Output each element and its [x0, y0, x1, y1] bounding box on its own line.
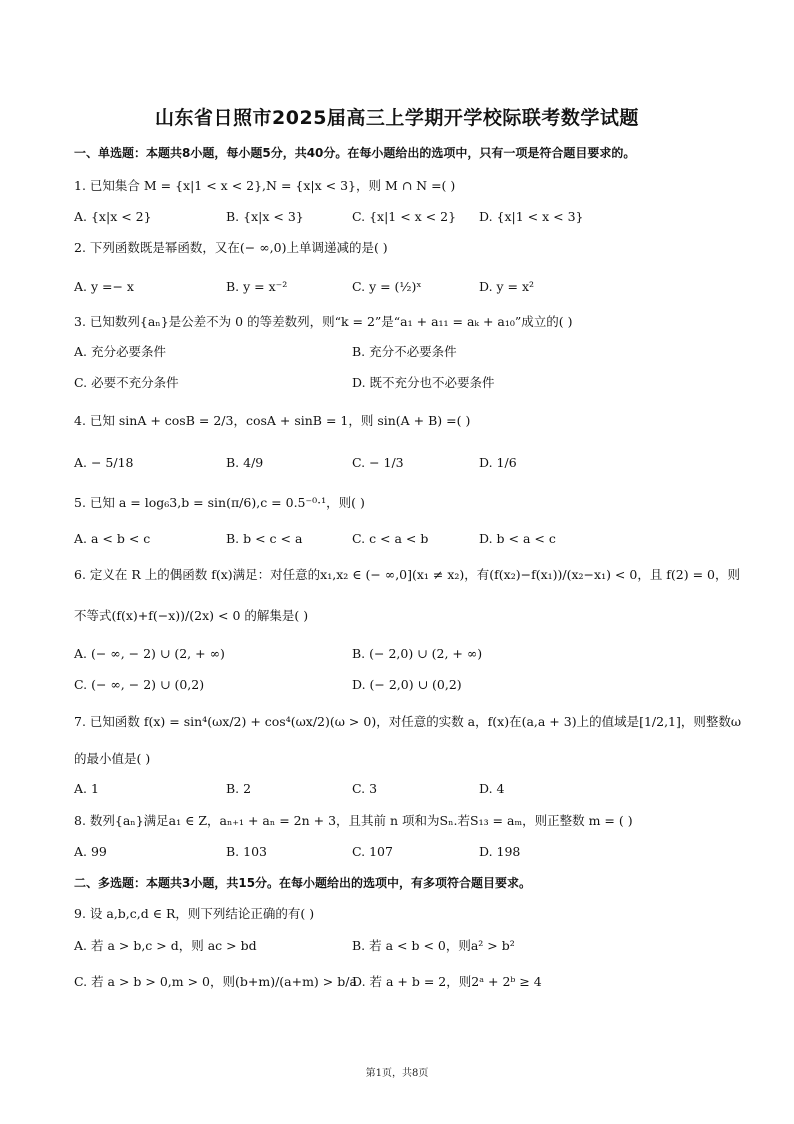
q3-option-d: D. 既不充分也不必要条件 — [352, 375, 495, 390]
q3-option-c: C. 必要不充分条件 — [74, 375, 179, 390]
q3-option-a: A. 充分必要条件 — [74, 344, 166, 359]
q1-option-a: A. {x|x < 2} — [74, 209, 152, 224]
q1-option-b: B. {x|x < 3} — [226, 209, 304, 224]
section-multiple-choice: 二、多选题：本题共3小题，共15分。在每小题给出的选项中，有多项符合题目要求。 — [74, 876, 532, 890]
q6-option-b: B. (− 2,0) ∪ (2, + ∞) — [352, 646, 483, 661]
q8-option-c: C. 107 — [352, 844, 393, 859]
q4-option-a: A. − 5/18 — [74, 455, 134, 470]
question-2-stem: 2. 下列函数既是幂函数，又在(− ∞,0)上单调递减的是( ) — [74, 240, 388, 255]
question-8-stem: 8. 数列{aₙ}满足a₁ ∈ Z，aₙ₊₁ + aₙ = 2n + 3，且其前 n 项和为Sₙ.若S₁₃ = aₘ，则正整数 m = ( ) — [74, 813, 633, 828]
q8-option-b: B. 103 — [226, 844, 267, 859]
question-6-stem-continued: 不等式(f(x)+f(−x))/(2x) < 0 的解集是( ) — [74, 608, 309, 623]
q9-option-b: B. 若 a < b < 0，则a² > b² — [352, 938, 515, 953]
question-7-stem: 7. 已知函数 f(x) = sin⁴(ωx/2) + cos⁴(ωx/2)(ω > 0)，对任意的实数 a，f(x)在(a,a + 3)上的值域是[1/2,1]，则整数ω — [74, 714, 742, 729]
q9-option-c: C. 若 a > b > 0,m > 0，则(b+m)/(a+m) > b/a — [74, 974, 357, 989]
q2-option-d: D. y = x² — [479, 279, 535, 294]
q8-option-d: D. 198 — [479, 844, 521, 859]
q2-option-a: A. y =− x — [74, 279, 134, 294]
q6-option-d: D. (− 2,0) ∪ (0,2) — [352, 677, 462, 692]
question-4-stem: 4. 已知 sinA + cosB = 2/3，cosA + sinB = 1，则 sin(A + B) =( ) — [74, 413, 471, 428]
q8-option-a: A. 99 — [74, 844, 107, 859]
q6-option-a: A. (− ∞, − 2) ∪ (2, + ∞) — [74, 646, 225, 661]
q5-option-d: D. b < a < c — [479, 531, 556, 546]
q7-option-b: B. 2 — [226, 781, 252, 796]
question-7-stem-continued: 的最小值是( ) — [74, 751, 151, 766]
q5-option-c: C. c < a < b — [352, 531, 429, 546]
q7-option-a: A. 1 — [74, 781, 99, 796]
page-footer: 第1页，共8页 — [365, 1068, 429, 1079]
q7-option-c: C. 3 — [352, 781, 378, 796]
q1-option-d: D. {x|1 < x < 3} — [479, 209, 584, 224]
q2-option-b: B. y = x⁻² — [226, 279, 288, 294]
q7-option-d: D. 4 — [479, 781, 505, 796]
question-9-stem: 9. 设 a,b,c,d ∈ R，则下列结论正确的有( ) — [74, 906, 315, 921]
question-1-stem: 1. 已知集合 M = {x|1 < x < 2},N = {x|x < 3}，则 M ∩ N =( ) — [74, 178, 456, 193]
question-5-stem: 5. 已知 a = log₆3,b = sin(π/6),c = 0.5⁻⁰·¹，则( ) — [74, 495, 365, 510]
q2-option-c: C. y = (½)ˣ — [352, 279, 422, 294]
q6-option-c: C. (− ∞, − 2) ∪ (0,2) — [74, 677, 205, 692]
q9-option-a: A. 若 a > b,c > d，则 ac > bd — [74, 938, 257, 953]
q5-option-b: B. b < c < a — [226, 531, 303, 546]
q1-option-c: C. {x|1 < x < 2} — [352, 209, 457, 224]
q9-option-d: D. 若 a + b = 2，则2ᵃ + 2ᵇ ≥ 4 — [352, 974, 542, 989]
q5-option-a: A. a < b < c — [74, 531, 151, 546]
section-single-choice: 一、单选题：本题共8小题，每小题5分，共40分。在每小题给出的选项中，只有一项是符合题目要求的。 — [74, 146, 636, 160]
q3-option-b: B. 充分不必要条件 — [352, 344, 457, 359]
q4-option-c: C. − 1/3 — [352, 455, 404, 470]
q4-option-d: D. 1/6 — [479, 455, 517, 470]
q4-option-b: B. 4/9 — [226, 455, 264, 470]
page-title: 山东省日照市2025届高三上学期开学校际联考数学试题 — [155, 107, 639, 129]
question-3-stem: 3. 已知数列{aₙ}是公差不为 0 的等差数列，则“k = 2”是“a₁ + a₁₁ = aₖ + a₁₀”成立的( ) — [74, 314, 573, 329]
question-6-stem: 6. 定义在 R 上的偶函数 f(x)满足：对任意的x₁,x₂ ∈ (− ∞,0](x₁ ≠ x₂)，有(f(x₂)−f(x₁))/(x₂−x₁) < 0，且 f(2) = 0，则 — [74, 567, 741, 582]
